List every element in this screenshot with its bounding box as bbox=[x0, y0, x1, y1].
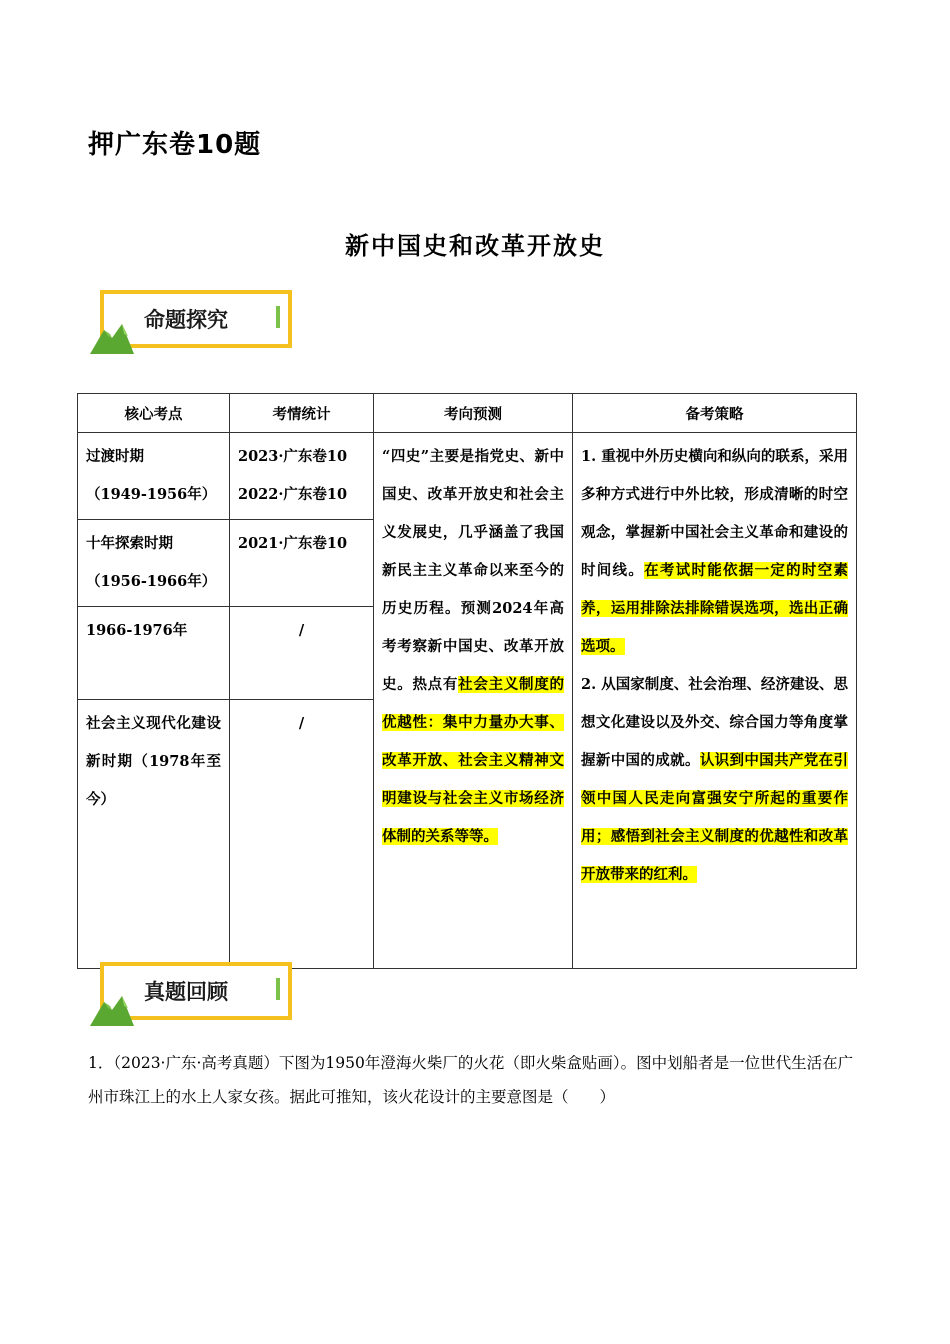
strategy-text: 2. 从国家制度、社会治理、经济建设、思想文化建设以及外交、综合国力等角度掌握新中国的成就。 bbox=[581, 676, 848, 769]
strategy-highlight: 认识到中国共产党在引领中国人民走向富强安宁所起的重要作用；感悟到社会主义制度的优越性和改革开放带来的红利。 bbox=[581, 752, 849, 883]
topic-cell bbox=[78, 607, 230, 700]
stat-line: 2021·广东卷10 bbox=[238, 535, 348, 552]
prediction-text: “四史”主要是指党史、新中国史、改革开放史和社会主义发展史，几乎涵盖了我国新民主主义革命以来至今的历史历程。预测2024年高考考察新中国史、改革开放史。热点有 bbox=[382, 448, 564, 693]
topic-line: （1956-1966年） bbox=[86, 573, 217, 590]
section-banner-review bbox=[90, 962, 296, 1028]
table-header-row bbox=[78, 394, 857, 433]
strategy-paragraph-2 bbox=[581, 666, 848, 894]
topic-cell bbox=[78, 433, 230, 520]
topic-cell bbox=[78, 700, 230, 969]
stat-line: 2023·广东卷10 bbox=[238, 448, 348, 465]
topic-cell bbox=[78, 520, 230, 607]
stat-line: 2022·广东卷10 bbox=[238, 486, 348, 503]
stat-cell bbox=[230, 700, 374, 969]
banner-tick bbox=[276, 978, 280, 1000]
table-row bbox=[78, 433, 857, 520]
column-header: 备考策略 bbox=[573, 394, 857, 433]
strategy-text: 1. 重视中外历史横向和纵向的联系，采用多种方式进行中外比较，形成清晰的时空观念，掌握新中国社会主义革命和建设的时间线。 bbox=[581, 448, 848, 579]
section-banner-exploration bbox=[90, 290, 296, 356]
stat-line: / bbox=[298, 715, 305, 732]
stat-cell bbox=[230, 520, 374, 607]
document-title: 新中国史和改革开放史 bbox=[345, 232, 605, 260]
topic-line: 社会主义现代化建设新时期（1978年至今） bbox=[86, 715, 221, 808]
stat-cell bbox=[230, 607, 374, 700]
strategy-highlight: 在考试时能依据一定的时空素养，运用排除法排除错误选项，选出正确选项。 bbox=[581, 562, 848, 655]
prediction-cell bbox=[374, 433, 573, 969]
mountain-icon bbox=[90, 314, 146, 354]
banner-label: 真题回顾 bbox=[144, 980, 228, 1004]
column-header: 考情统计 bbox=[230, 394, 374, 433]
topic-line: （1949-1956年） bbox=[86, 486, 217, 503]
banner-label: 命题探究 bbox=[144, 308, 228, 332]
stat-line: / bbox=[298, 622, 305, 639]
banner-tick bbox=[276, 306, 280, 328]
strategy-cell bbox=[573, 433, 857, 969]
exam-analysis-table bbox=[77, 393, 857, 969]
topic-line: 十年探索时期 bbox=[86, 535, 173, 552]
mountain-icon bbox=[90, 986, 146, 1026]
header-title: 押广东卷10题 bbox=[88, 130, 262, 160]
topic-line: 过渡时期 bbox=[86, 448, 144, 465]
strategy-paragraph-1 bbox=[581, 438, 848, 666]
column-header: 核心考点 bbox=[78, 394, 230, 433]
question-1: 1．（2023·广东·高考真题）下图为1950年澄海火柴厂的火花（即火柴盒贴画）。图中划船者是一位世代生活在广州市珠江上的水上人家女孩。据此可推知，该火花设计的主要意图是（ ） bbox=[88, 1054, 854, 1106]
prediction-highlight: 社会主义制度的优越性：集中力量办大事、改革开放、社会主义精神文明建设与社会主义市场经济体制的关系等等。 bbox=[382, 676, 565, 845]
stat-cell bbox=[230, 433, 374, 520]
column-header: 考向预测 bbox=[374, 394, 573, 433]
topic-line: 1966-1976年 bbox=[86, 622, 188, 639]
